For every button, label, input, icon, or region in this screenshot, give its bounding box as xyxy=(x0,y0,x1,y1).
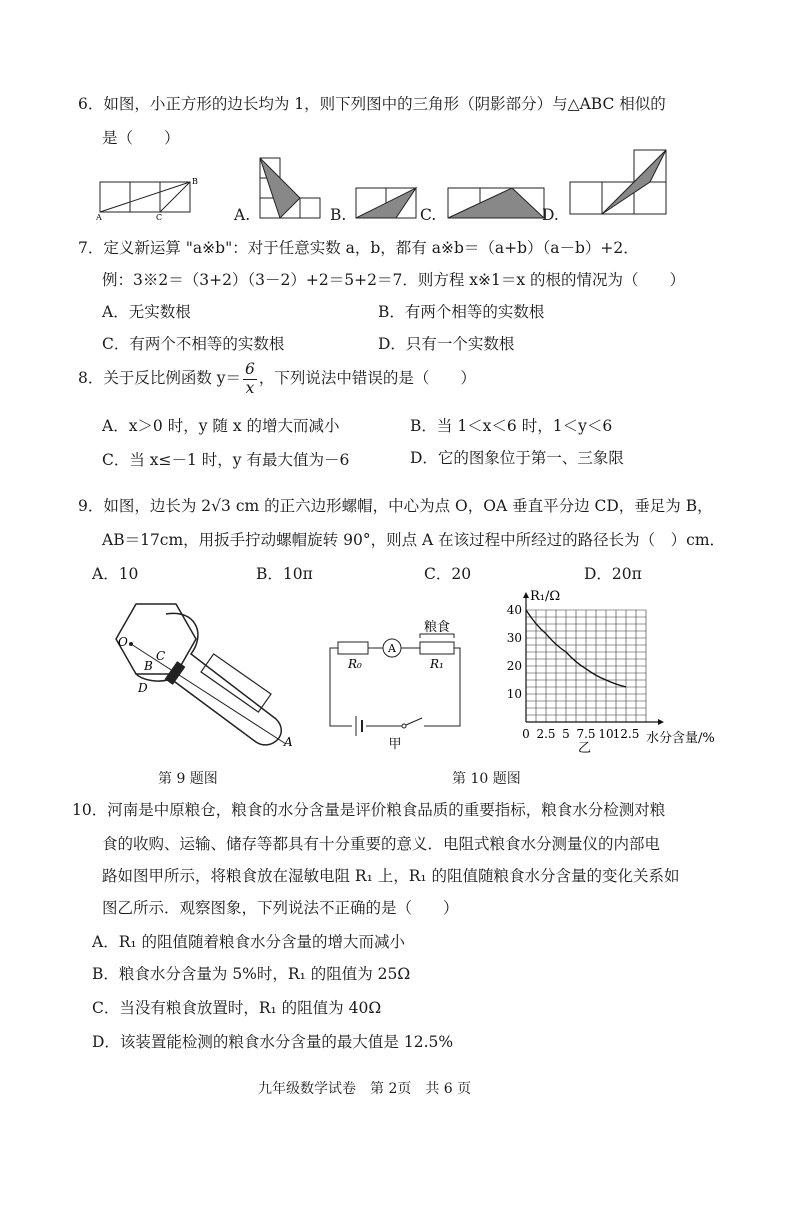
q6-option-b[interactable]: B. xyxy=(330,206,347,224)
q10-stem-line3: 路如图甲所示，将粮食放在湿敏电阻 R₁ 上，R₁ 的阻值随粮食水分含量的变化关系如 xyxy=(102,867,680,885)
q9-figure-caption: 第 9 题图 xyxy=(158,771,218,787)
chart-y-tick-label: 40 xyxy=(506,603,522,617)
q7-option-c[interactable]: C．有两个不相等的实数根 xyxy=(102,335,285,353)
chart-x-arrow xyxy=(658,719,664,725)
q10-grain-label: 粮食 xyxy=(423,620,451,635)
q7-stem-line2: 例：3※2＝（3+2）（3－2）+2＝5+2＝7．则方程 x※1＝x 的根的情况为（ ） xyxy=(102,271,686,289)
q8-stem-pre: 8．关于反比例函数 y＝ xyxy=(78,369,242,387)
chart-y-tick-label: 20 xyxy=(506,659,522,673)
q8-fraction xyxy=(243,362,257,396)
chart-x-tick-label: 2.5 xyxy=(536,727,556,741)
chart-ylabel: R₁/Ω xyxy=(530,589,561,604)
q9-label-B: B xyxy=(144,659,153,673)
page-footer: 九年级数学试卷 第 2页 共 6 页 xyxy=(258,1081,472,1097)
q10-stem-line2: 食的收购、运输、储存等都具有十分重要的意义．电阻式粮食水分测量仪的内部电 xyxy=(102,835,661,853)
q10-option-b[interactable]: B．粮食水分含量为 5%时，R₁ 的阻值为 25Ω xyxy=(92,965,411,983)
chart-x-tick-label: 5 xyxy=(562,727,570,741)
q10-chart xyxy=(500,586,730,756)
q6-label-C: C xyxy=(156,213,163,222)
q10-stem-line4: 图乙所示．观察图象，下列说法不正确的是（ ） xyxy=(102,899,459,917)
q8-stem xyxy=(78,362,476,396)
q6-option-d[interactable]: D. xyxy=(542,206,559,224)
q9-wrench-figure xyxy=(96,594,306,754)
q9-label-C: C xyxy=(156,649,166,663)
q7-stem-line1: 7．定义新运算 "a※b"：对于任意实数 a，b，都有 a※b＝（a+b）（a－b）+2． xyxy=(78,239,639,257)
q8-fraction-denominator: x xyxy=(245,378,255,397)
q6-stem-line1: 6．如图，小正方形的边长均为 1，则下列图中的三角形（阴影部分）与△ABC 相似的 xyxy=(78,95,666,113)
chart-sublabel: 乙 xyxy=(578,741,592,756)
q10-stem-line1: 10．河南是中原粮仓，粮食的水分含量是评价粮食品质的重要指标，粮食水分检测对粮 xyxy=(72,801,666,819)
chart-x-tick-label: 12.5 xyxy=(612,727,640,741)
q7-option-b[interactable]: B．有两个相等的实数根 xyxy=(378,303,545,321)
q8-stem-post: ，下列说法中错误的是（ ） xyxy=(258,369,476,387)
q8-option-d[interactable]: D．它的图象位于第一、三象限 xyxy=(410,449,624,467)
q6-option-a-figure xyxy=(258,156,328,226)
q10-r0-label: R₀ xyxy=(348,657,362,671)
q6-option-b-figure xyxy=(354,186,424,226)
q6-stem-line2: 是（ ） xyxy=(102,129,180,147)
q9-option-c[interactable]: C．20 xyxy=(424,565,472,583)
chart-x-tick-label: 10 xyxy=(598,727,614,741)
q9-option-a[interactable]: A．10 xyxy=(92,565,139,583)
chart-x-tick-label: 7.5 xyxy=(576,727,596,741)
chart-x-tick-label: 0 xyxy=(522,727,530,741)
q6-option-c-figure xyxy=(446,186,546,226)
q8-fraction-numerator: 6 xyxy=(245,360,255,378)
chart-xlabel: 水分含量/% xyxy=(646,731,715,746)
q7-option-a[interactable]: A．无实数根 xyxy=(102,303,191,321)
chart-y-arrow xyxy=(523,592,529,598)
q8-option-a[interactable]: A．x＞0 时，y 随 x 的增大而减小 xyxy=(102,417,340,435)
q9-label-D: D xyxy=(138,681,148,695)
q9-label-O: O xyxy=(118,635,128,649)
q6-option-a[interactable]: A. xyxy=(234,206,251,224)
q9-stem-line2: AB＝17cm，用扳手拧动螺帽旋转 90°，则点 A 在该过程中所经过的路径长为（ ）cm． xyxy=(102,531,726,549)
q10-ammeter-label: A xyxy=(388,642,396,655)
q6-reference-figure xyxy=(96,177,200,222)
q10-circuit-figure xyxy=(320,620,490,750)
chart-y-tick-label: 10 xyxy=(506,687,522,701)
q6-option-d-figure xyxy=(568,148,678,228)
q9-option-b[interactable]: B．10π xyxy=(256,565,313,583)
q7-option-d[interactable]: D．只有一个实数根 xyxy=(378,335,515,353)
q6-label-B: B xyxy=(192,177,198,186)
q10-option-a[interactable]: A．R₁ 的阻值随着粮食水分含量的增大而减小 xyxy=(92,933,406,951)
chart-y-tick-label: 30 xyxy=(506,631,522,645)
q6-option-c[interactable]: C. xyxy=(420,206,437,224)
q9-option-d[interactable]: D．20π xyxy=(584,565,642,583)
q8-option-b[interactable]: B．当 1＜x＜6 时，1＜y＜6 xyxy=(410,417,613,435)
q6-label-A: A xyxy=(96,213,102,222)
q8-option-c[interactable]: C．当 x≤－1 时，y 有最大值为－6 xyxy=(102,451,350,469)
q9-label-A: A xyxy=(284,735,293,749)
q10-figure-caption: 第 10 题图 xyxy=(452,771,521,787)
q10-option-c[interactable]: C．当没有粮食放置时，R₁ 的阻值为 40Ω xyxy=(92,999,382,1017)
q10-option-d[interactable]: D．该装置能检测的粮食水分含量的最大值是 12.5% xyxy=(92,1033,454,1051)
q10-circuit-sublabel: 甲 xyxy=(388,737,402,752)
q9-stem-line1: 9．如图，边长为 2√3 cm 的正六边形螺帽，中心为点 O，OA 垂直平分边 CD，垂足为 B， xyxy=(78,497,713,515)
q10-r1-label: R₁ xyxy=(430,657,444,671)
